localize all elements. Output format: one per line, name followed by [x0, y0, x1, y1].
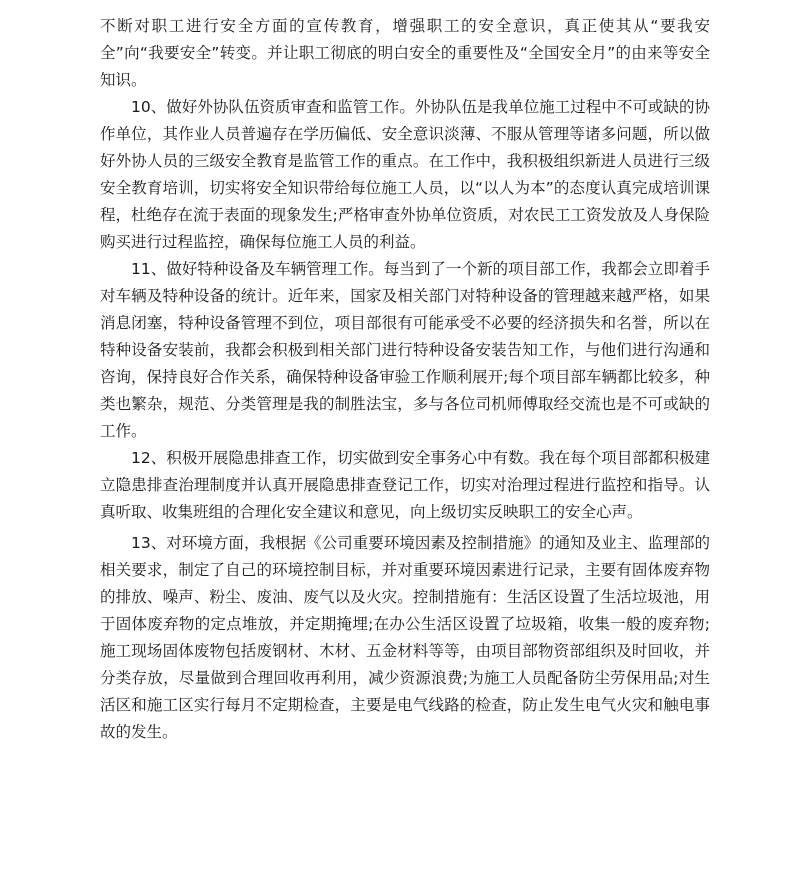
document-body: [100, 13, 710, 746]
paragraph-item-12: 12、积极开展隐患排查工作，切实做到安全事务心中有数。我在每个项目部都积极建立隐患排查治理制度并认真开展隐患排查登记工作，切实对治理过程进行监控和指导。认真听取、收集班组的合理化安全建议和意见，向上级切实反映职工的安全心声。: [100, 449, 710, 521]
paragraph-continuation: 不断对职工进行安全方面的宣传教育，增强职工的安全意识，真正使其从“要我安全”向“我要安全”转变。并让职工彻底的明白安全的重要性及“全国安全月”的由来等安全知识。: [100, 17, 710, 89]
paragraph-item-11: 11、做好特种设备及车辆管理工作。每当到了一个新的项目部工作，我都会立即着手对车辆及特种设备的统计。近年来，国家及相关部门对特种设备的管理越来越严格，如果消息闭塞，特种设备管理不到位，项目部很有可能承受不必要的经济损失和名誉，所以在特种设备安装前，我都会积极到相关部门进行特种设备安装告知工作，与他们进行沟通和咨询，保持良好合作关系，确保特种设备审验工作顺利展开;每个项目部车辆都比较多，种类也繁杂，规范、分类管理是我的制胜法宝，多与各位司机师傅取经交流也是不可或缺的工作。: [100, 260, 710, 440]
paragraph-item-10: 10、做好外协队伍资质审查和监管工作。外协队伍是我单位施工过程中不可或缺的协作单位，其作业人员普遍存在学历偏低、安全意识淡薄、不服从管理等诸多问题，所以做好外协人员的三级安全教育是监管工作的重点。在工作中，我积极组织新进人员进行三级安全教育培训，切实将安全知识带给每位施工人员，以“以人为本”的态度认真完成培训课程，杜绝存在流于表面的现象发生;严格审查外协单位资质，对农民工工资发放及人身保险购买进行过程监控，确保每位施工人员的利益。: [100, 98, 710, 251]
paragraph-item-13: 13、对环境方面，我根据《公司重要环境因素及控制措施》的通知及业主、监理部的相关要求，制定了自己的环境控制目标，并对重要环境因素进行记录，主要有固体废弃物的排放、噪声、粉尘、废油、废气以及火灾。控制措施有：生活区设置了生活垃圾池，用于固体废弃物的定点堆放，并定期掩埋;在办公生活区设置了垃圾箱，收集一般的废弃物;施工现场固体废物包括废钢材、木材、五金材料等等，由项目部物资部组织及时回收，并分类存放，尽量做到合理回收再利用，减少资源浪费;为施工人员配备防尘劳保用品;对生活区和施工区实行每月不定期检查，主要是电气线路的检查，防止发生电气火灾和触电事故的发生。: [100, 534, 710, 741]
